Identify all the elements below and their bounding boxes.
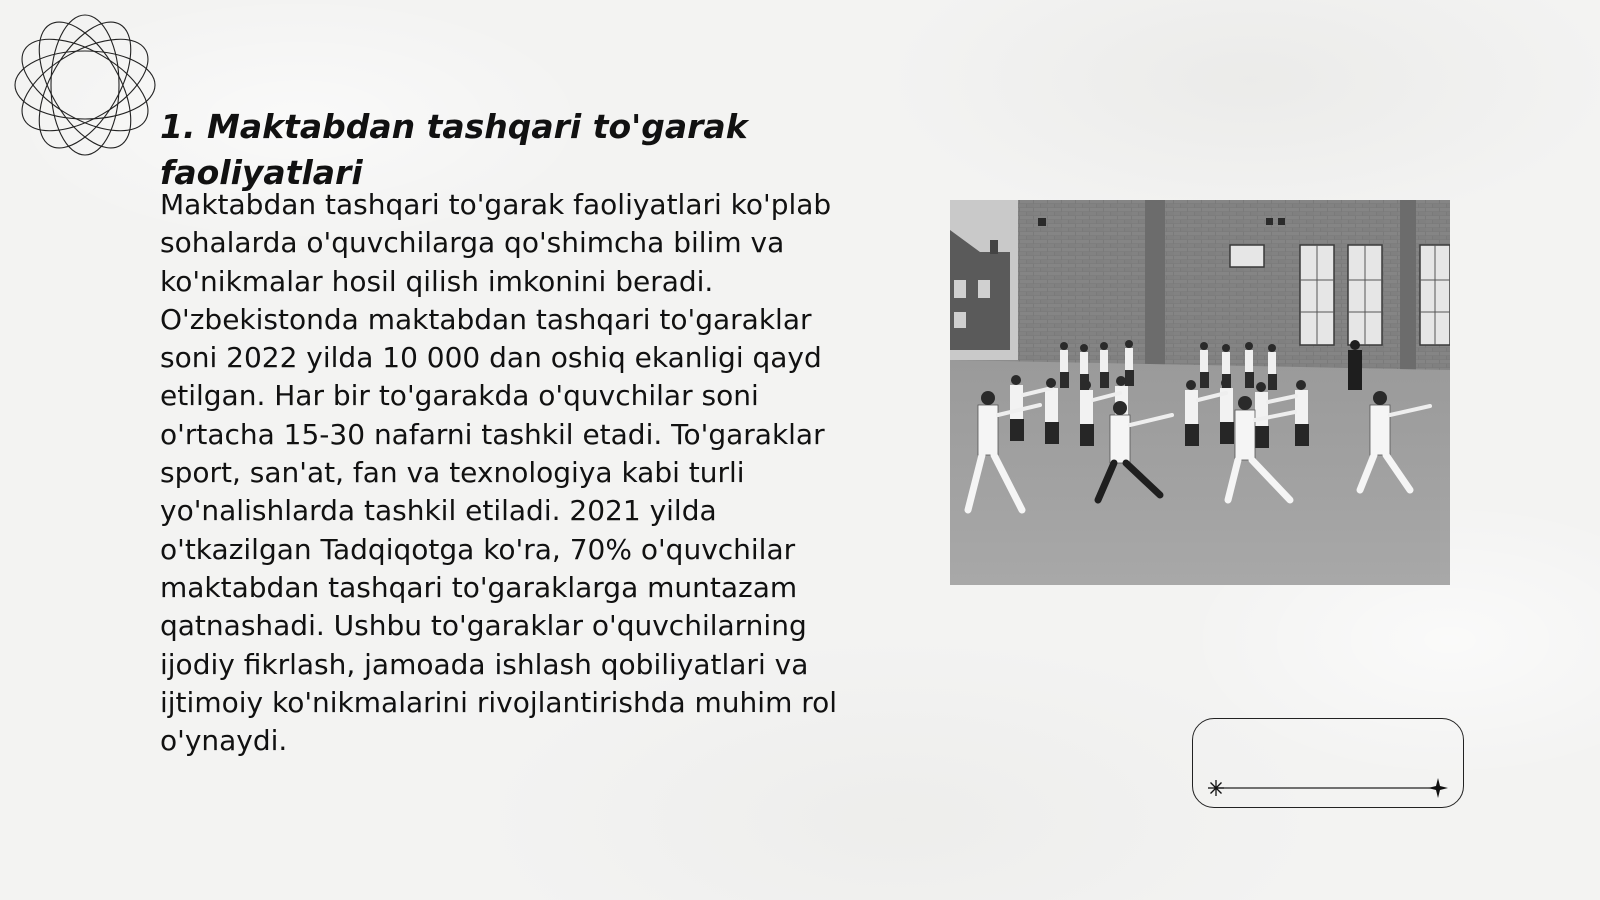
gymnastics-photo [950,200,1450,585]
orbit-rings-icon [10,10,160,160]
slide-body-text: Maktabdan tashqari to'garak faoliyatlari ko'plab sohalarda o'quvchilarga qo'shimcha bilim va ko'nikmalar hosil qilish imkonini beradi. O'zbekistonda maktabdan tashqari to'garaklar soni 2022 yilda 10 000 dan oshiq ekanligi qayd etilgan. Har bir to'garakda o'quvchilar soni o'rtacha 15-30 nafarni tashkil etadi. To'garaklar sport, san'at, fan va texnologiya kabi turli yo'nalishlarda tashkil etiladi. 2021 yilda o'tkazilgan Tadqiqotga ko'ra, 70% o'quvchilar maktabdan tashqari to'garaklarga muntazam qatnashadi. Ushbu to'garaklar o'quvchilarning ijodiy fikrlash, jamoada ishlash qobiliyatlari va ijtimoiy ko'nikmalarini rivojlantirishda muhim rol o'ynaydi. [160,188,838,758]
slide-title: 1. Maktabdan tashqari to'garak faoliyatlari [160,107,748,192]
gymnastics-photo-illustration [950,200,1450,585]
sparkle-line-icon [1208,778,1448,798]
